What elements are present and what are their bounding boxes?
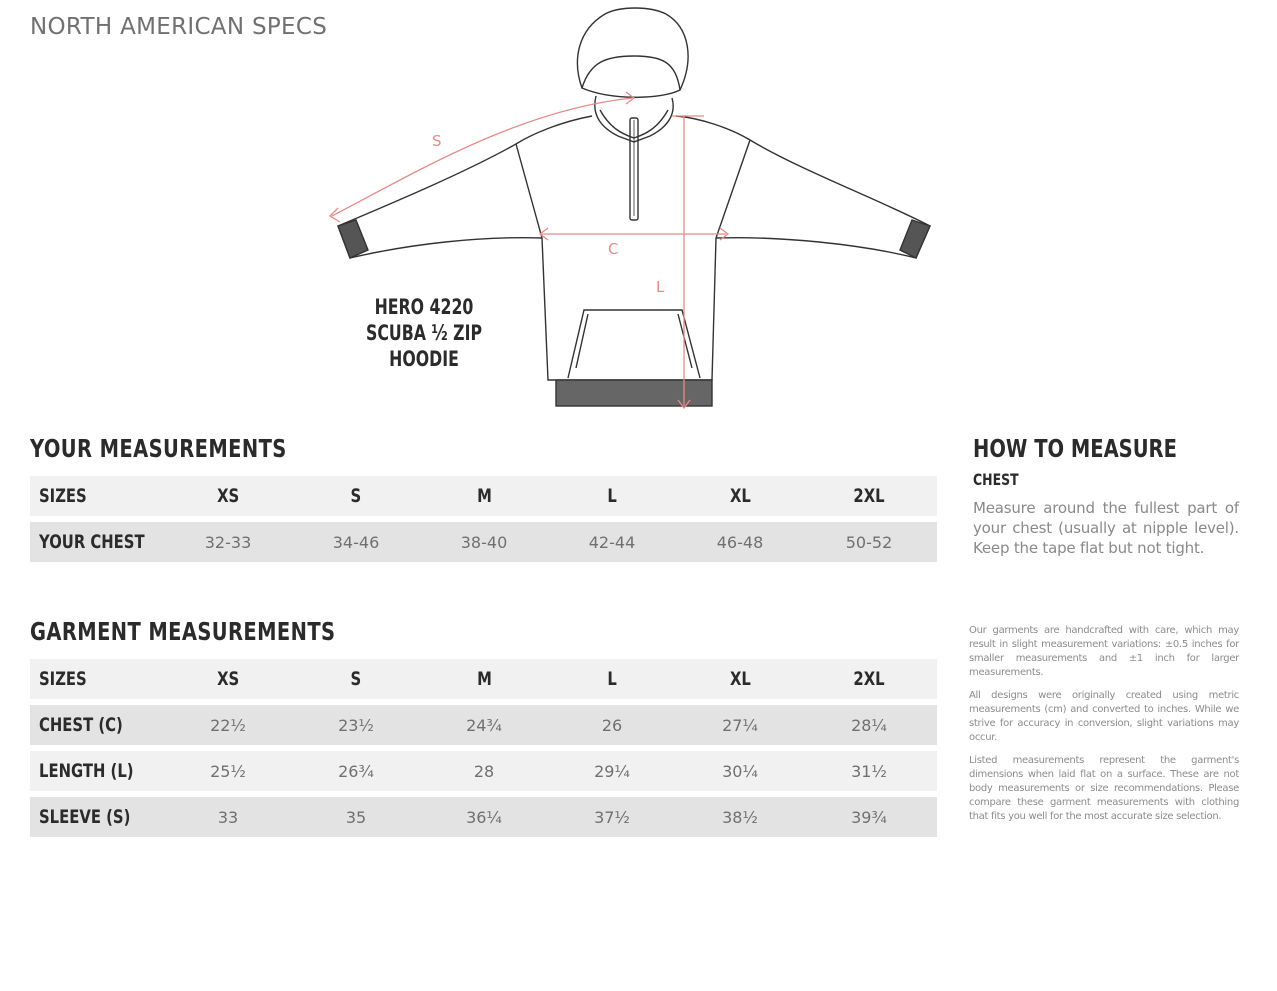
size-header-s: S: [350, 485, 362, 507]
table-cell: 38½: [722, 808, 758, 827]
table-cell: 35: [345, 808, 367, 827]
size-header-l: L: [607, 668, 617, 690]
table-cell: 38-40: [460, 533, 508, 552]
table-cell: 27¼: [722, 716, 758, 735]
note-paragraph: All designs were originally created using metric measurements (cm) and converted to inches. While we strive for accuracy in conversion, slight variations may occur.: [969, 690, 1239, 743]
row-label: YOUR CHEST: [39, 531, 145, 553]
hood-opening: [582, 56, 680, 97]
row-label: CHEST (C): [39, 714, 123, 736]
table-cell: 32-33: [204, 533, 252, 552]
left-sleeve: [338, 144, 542, 258]
row-label: SLEEVE (S): [39, 806, 131, 828]
table-cell: 29¼: [594, 762, 630, 781]
size-header-2xl: 2XL: [853, 485, 885, 507]
product-model: HERO 4220: [374, 295, 474, 319]
table-cell: 34-46: [332, 533, 380, 552]
table-cell: 50-52: [845, 533, 893, 552]
length-label: L: [656, 278, 665, 296]
product-description: SCUBA ½ ZIP HOODIE: [366, 321, 482, 371]
size-header-2xl: 2XL: [853, 668, 885, 690]
table-row: [30, 522, 937, 562]
note-paragraph: Listed measurements represent the garment's dimensions when laid flat on a surface. These are not body measurements or size recommendations. Please compare these garment measurements with clothing that fits you well for the most accurate size selection.: [969, 755, 1239, 822]
table-cell: 37½: [594, 808, 630, 827]
table-cell: 39¾: [851, 808, 887, 827]
table-cell: 26: [601, 716, 623, 735]
note-paragraph: Our garments are handcrafted with care, which may result in slight measurement variations: ±0.5 inches for smaller measurements and ±1 inch for larger measurements.: [969, 625, 1239, 678]
table-row: [30, 797, 937, 837]
table-row: [30, 751, 937, 791]
table-header-row: [30, 659, 937, 699]
left-cuff: [338, 220, 368, 258]
size-header-xl: XL: [729, 668, 751, 690]
how-to-measure-title: HOW TO MEASURE: [973, 434, 1177, 463]
sleeve-label: S: [432, 132, 442, 150]
row-label: LENGTH (L): [39, 760, 134, 782]
hood-outline: [577, 8, 688, 90]
right-sleeve: [716, 140, 930, 258]
table-cell: 23½: [338, 716, 374, 735]
body-outline: [516, 116, 750, 380]
table-row: [30, 705, 937, 745]
spec-title: NORTH AMERICAN SPECS: [30, 14, 328, 40]
size-header-xl: XL: [729, 485, 751, 507]
size-header-l: L: [607, 485, 617, 507]
your-measurements-title: YOUR MEASUREMENTS: [30, 434, 287, 463]
size-header-m: M: [476, 668, 492, 690]
size-header-s: S: [350, 668, 362, 690]
size-header-m: M: [476, 485, 492, 507]
table-cell: 46-48: [716, 533, 764, 552]
garment-measurements-title: GARMENT MEASUREMENTS: [30, 617, 336, 646]
how-to-measure-subtitle: CHEST: [973, 470, 1019, 489]
table-header-row: [30, 476, 937, 516]
table-cell: 42-44: [588, 533, 636, 552]
sleeve-measure-line: [332, 98, 632, 216]
right-cuff: [900, 220, 930, 258]
size-header-xs: XS: [216, 668, 240, 690]
how-to-measure-text: Measure around the fullest part of your chest (usually at nipple level). Keep the tape flat but not tight.: [973, 499, 1239, 557]
product-name: [334, 294, 514, 372]
table-cell: 25½: [210, 762, 246, 781]
table-cell: 30¼: [722, 762, 758, 781]
table-cell: 28: [473, 762, 495, 781]
fine-print-notes: [969, 624, 1239, 833]
table-cell: 24¾: [466, 716, 502, 735]
table-cell: 33: [217, 808, 239, 827]
table-cell: 36¼: [466, 808, 502, 827]
table-cell: 26¾: [338, 762, 374, 781]
sizes-header: SIZES: [39, 485, 87, 507]
size-header-xs: XS: [216, 485, 240, 507]
table-cell: 28¼: [851, 716, 887, 735]
table-cell: 22½: [210, 716, 246, 735]
table-cell: 31½: [851, 762, 887, 781]
chest-label: C: [608, 240, 619, 258]
sizes-header: SIZES: [39, 668, 87, 690]
